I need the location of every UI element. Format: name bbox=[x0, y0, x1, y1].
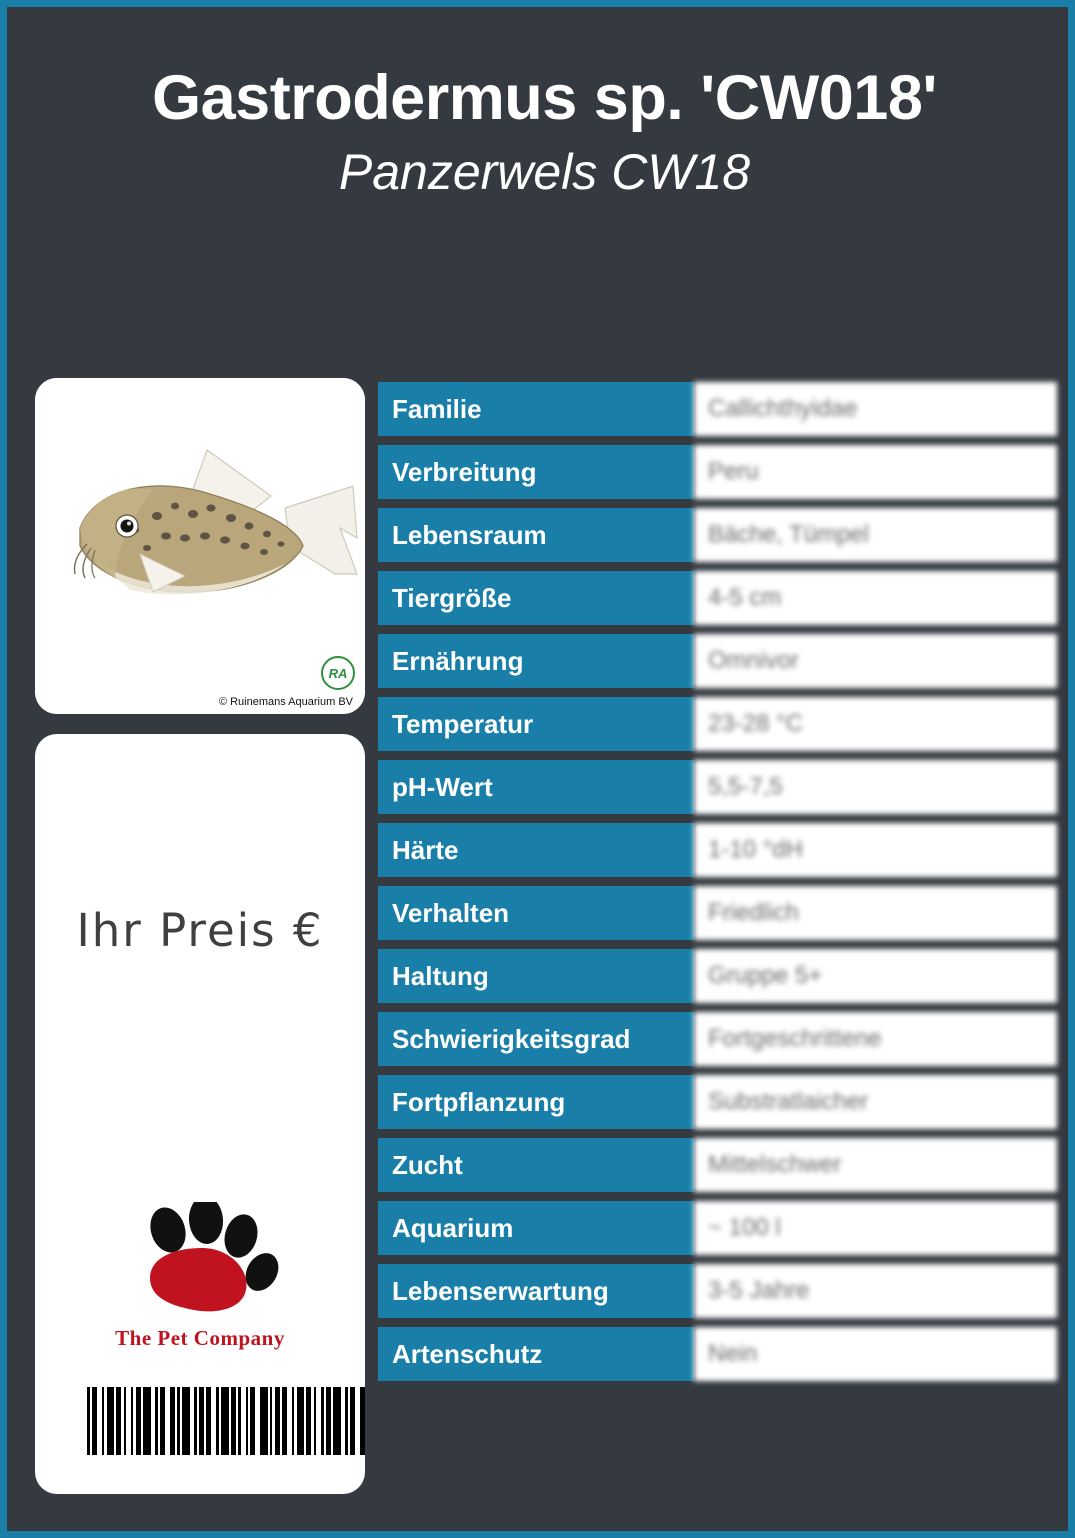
barcode-bar bbox=[194, 1387, 197, 1455]
barcode-bar bbox=[216, 1387, 219, 1455]
barcode bbox=[87, 1387, 365, 1455]
barcode-bar bbox=[270, 1387, 273, 1455]
spec-value: Callichthyidae bbox=[694, 382, 1057, 436]
spec-value: ~ 100 l bbox=[694, 1201, 1057, 1255]
paw-icon bbox=[110, 1202, 290, 1322]
table-row bbox=[378, 508, 1057, 562]
barcode-bar bbox=[302, 1387, 305, 1455]
table-row bbox=[378, 949, 1057, 1003]
barcode-bar bbox=[163, 1387, 166, 1455]
table-row bbox=[378, 1264, 1057, 1318]
barcode-bar bbox=[138, 1387, 141, 1455]
table-row bbox=[378, 445, 1057, 499]
barcode-bar bbox=[363, 1387, 365, 1455]
spec-label: Ernährung bbox=[378, 634, 694, 688]
spec-value: Fortgeschrittene bbox=[694, 1012, 1057, 1066]
brand-logo bbox=[35, 1202, 365, 1351]
page-title: Gastrodermus sp. 'CW018' bbox=[152, 63, 937, 133]
barcode-bar bbox=[314, 1387, 317, 1455]
price-card bbox=[35, 734, 365, 1494]
company-name: The Pet Company bbox=[115, 1326, 285, 1350]
barcode-bar bbox=[321, 1387, 324, 1455]
spec-label: Artenschutz bbox=[378, 1327, 694, 1381]
barcode-bar bbox=[285, 1387, 288, 1455]
barcode-bar bbox=[277, 1387, 280, 1455]
barcode-bar bbox=[238, 1387, 241, 1455]
spec-value: Omnivor bbox=[694, 634, 1057, 688]
table-row bbox=[378, 571, 1057, 625]
table-row bbox=[378, 1138, 1057, 1192]
barcode-bar bbox=[226, 1387, 229, 1455]
barcode-bar bbox=[124, 1387, 127, 1455]
barcode-bar bbox=[187, 1387, 190, 1455]
barcode-bar bbox=[155, 1387, 158, 1455]
card-header bbox=[7, 7, 1075, 307]
table-row bbox=[378, 1075, 1057, 1129]
spec-label: Tiergröße bbox=[378, 571, 694, 625]
photo-credit: © Ruinemans Aquarium BV bbox=[218, 696, 353, 708]
spec-value: Friedlich bbox=[694, 886, 1057, 940]
spec-label: Aquarium bbox=[378, 1201, 694, 1255]
spec-value: Nein bbox=[694, 1327, 1057, 1381]
table-row bbox=[378, 1012, 1057, 1066]
page-subtitle: Panzerwels CW18 bbox=[338, 144, 751, 201]
spec-value: Gruppe 5+ bbox=[694, 949, 1057, 1003]
price-label: Ihr Preis € bbox=[76, 904, 324, 957]
spec-label: Familie bbox=[378, 382, 694, 436]
barcode-bar bbox=[292, 1387, 295, 1455]
spec-value: 5,5-7,5 bbox=[694, 760, 1057, 814]
spec-label: Lebensraum bbox=[378, 508, 694, 562]
barcode-bar bbox=[172, 1387, 175, 1455]
spec-label: pH-Wert bbox=[378, 760, 694, 814]
barcode-bar bbox=[345, 1387, 348, 1455]
barcode-bar bbox=[309, 1387, 312, 1455]
table-row bbox=[378, 823, 1057, 877]
table-row bbox=[378, 1201, 1057, 1255]
spec-value: Bäche, Tümpel bbox=[694, 508, 1057, 562]
spec-value: 1-10 °dH bbox=[694, 823, 1057, 877]
barcode-bar bbox=[131, 1387, 134, 1455]
spec-label: Schwierigkeitsgrad bbox=[378, 1012, 694, 1066]
spec-label: Zucht bbox=[378, 1138, 694, 1192]
table-row bbox=[378, 760, 1057, 814]
barcode-bar bbox=[253, 1387, 256, 1455]
spec-table bbox=[378, 382, 1057, 1390]
spec-label: Haltung bbox=[378, 949, 694, 1003]
spec-label: Verbreitung bbox=[378, 445, 694, 499]
spec-label: Verhalten bbox=[378, 886, 694, 940]
table-row bbox=[378, 697, 1057, 751]
table-row bbox=[378, 382, 1057, 436]
barcode-bar bbox=[353, 1387, 356, 1455]
spec-label: Lebenserwartung bbox=[378, 1264, 694, 1318]
barcode-bar bbox=[102, 1387, 105, 1455]
barcode-bar bbox=[233, 1387, 236, 1455]
table-row bbox=[378, 634, 1057, 688]
barcode-bar bbox=[328, 1387, 331, 1455]
barcode-bar bbox=[265, 1387, 268, 1455]
supplier-logo-icon: RA bbox=[321, 656, 355, 690]
barcode-bar bbox=[209, 1387, 212, 1455]
table-row bbox=[378, 886, 1057, 940]
spec-value: 23-28 °C bbox=[694, 697, 1057, 751]
barcode-bar bbox=[202, 1387, 205, 1455]
table-row bbox=[378, 1327, 1057, 1381]
spec-label: Härte bbox=[378, 823, 694, 877]
spec-label: Fortpflanzung bbox=[378, 1075, 694, 1129]
barcode-bar bbox=[177, 1387, 180, 1455]
barcode-bar bbox=[94, 1387, 97, 1455]
barcode-bar bbox=[111, 1387, 114, 1455]
barcode-bar bbox=[246, 1387, 249, 1455]
spec-value: Peru bbox=[694, 445, 1057, 499]
spec-value: Mittelschwer bbox=[694, 1138, 1057, 1192]
barcode-bar bbox=[338, 1387, 341, 1455]
spec-value: 3-5 Jahre bbox=[694, 1264, 1057, 1318]
spec-value: 4-5 cm bbox=[694, 571, 1057, 625]
barcode-bar bbox=[87, 1387, 90, 1455]
barcode-bar bbox=[119, 1387, 122, 1455]
barcode-bar bbox=[148, 1387, 151, 1455]
spec-label: Temperatur bbox=[378, 697, 694, 751]
spec-value: Substratlaicher bbox=[694, 1075, 1057, 1129]
fish-photo-card bbox=[35, 378, 365, 714]
fish-photo bbox=[35, 378, 365, 714]
